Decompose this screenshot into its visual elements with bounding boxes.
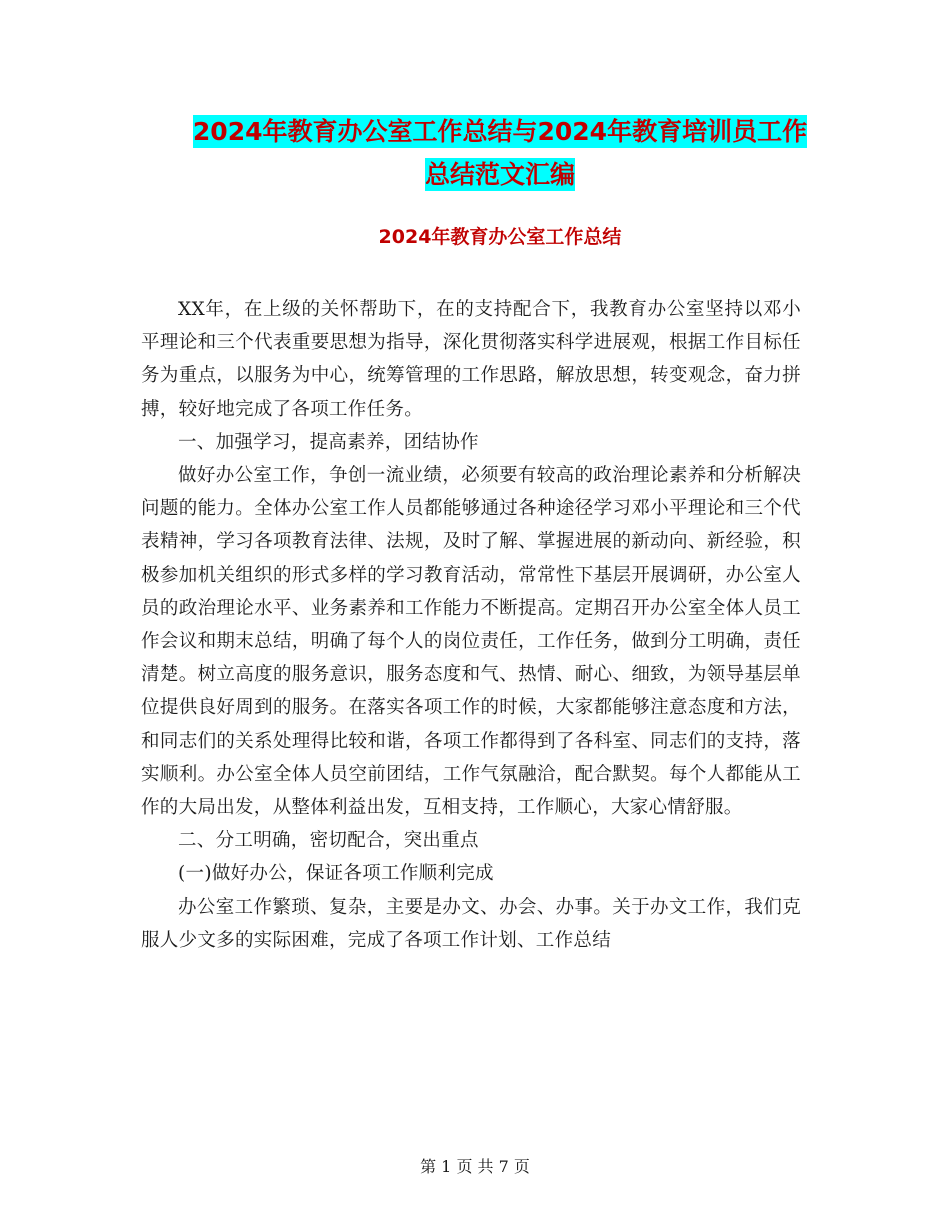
document-title-line1: 2024年教育办公室工作总结与2024年教育培训员工作 [192,117,808,146]
section-title: 2024年教育办公室工作总结 [378,226,622,248]
heading-section-2: 二、分工明确，密切配合，突出重点 [178,830,479,852]
heading-section-1: 一、加强学习，提高素养，团结协作 [178,431,479,453]
document-body [141,293,801,957]
paragraph-intro: XX年，在上级的关怀帮助下，在的支持配合下，我教育办公室坚持以邓小平理论和三个代表重要思想为指导，深化贯彻落实科学进展观，根据工作目标任务为重点，以服务为中心，统筹管理的工作思路，解放思想，转变观念，奋力拼搏，较好地完成了各项工作任务。 [141,299,801,420]
paragraph-section-1: 做好办公室工作，争创一流业绩，必须要有较高的政治理论素养和分析解决问题的能力。全体办公室工作人员都能够通过各种途径学习邓小平理论和三个代表精神，学习各项教育法律、法规，及时了解、掌握进展的新动向、新经验，积极参加机关组织的形式多样的学习教育活动，常常性下基层开展调研，办公室人员的政治理论水平、业务素养和工作能力不断提高。定期召开办公室全体人员工作会议和期末总结，明确了每个人的岗位责任，工作任务，做到分工明确，责任清楚。树立高度的服务意识，服务态度和气、热情、耐心、细致，为领导基层单位提供良好周到的服务。在落实各项工作的时候，大家都能够注意态度和方法，和同志们的关系处理得比较和谐，各项工作都得到了各科室、同志们的支持，落实顺利。办公室全体人员空前团结，工作气氛融洽，配合默契。每个人都能从工作的大局出发，从整体利益出发，互相支持，工作顺心，大家心情舒服。 [141,465,801,819]
paragraph-section-2-1: 办公室工作繁琐、复杂，主要是办文、办会、办事。关于办文工作，我们克服人少文多的实际困难，完成了各项工作计划、工作总结 [141,896,801,951]
document-title-line2: 总结范文汇编 [424,160,575,189]
subheading-2-1: (一)做好办公，保证各项工作顺利完成 [178,863,494,885]
document-title [140,110,860,196]
page-number-footer: 第 1 页 共 7 页 [420,1157,530,1176]
